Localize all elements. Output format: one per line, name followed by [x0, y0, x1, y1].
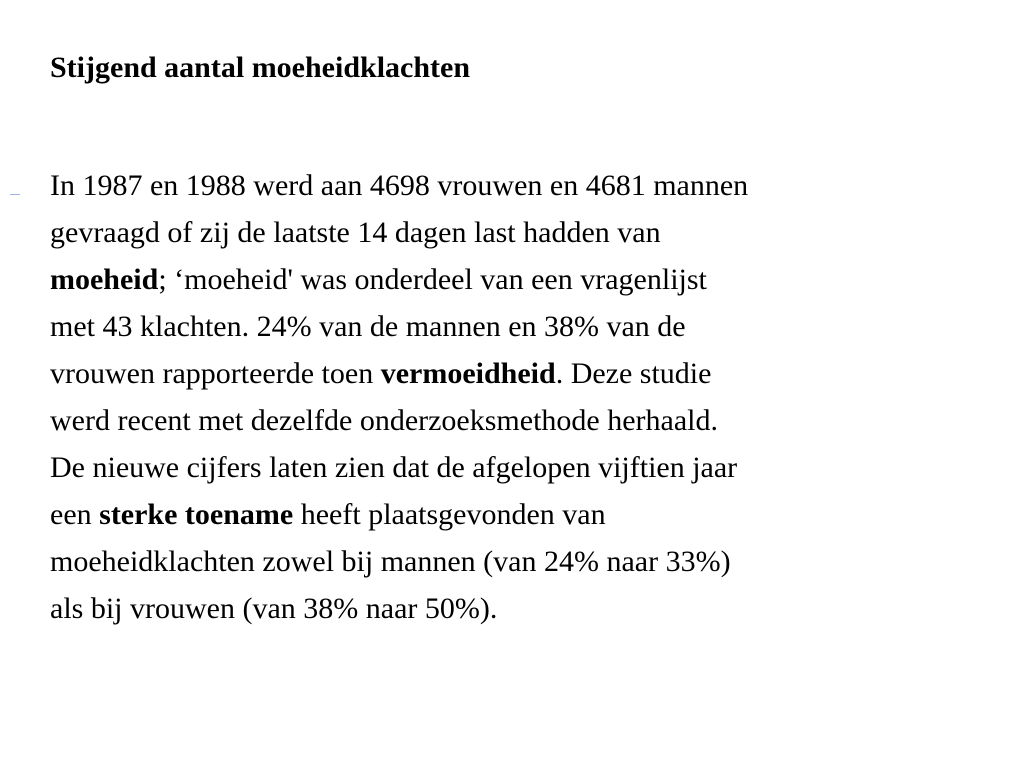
text-segment: als bij vrouwen (van 38% naar 50%).: [50, 592, 498, 625]
text-segment: heeft plaatsgevonden van: [293, 498, 606, 531]
text-segment: ; ‘moeheid' was onderdeel van een vragenlijst: [158, 263, 707, 296]
bullet-marker: [10, 194, 20, 195]
text-line: [50, 209, 1000, 256]
text-line: [50, 444, 1000, 491]
slide-title: Stijgend aantal moeheidklachten: [50, 51, 471, 84]
text-line: [50, 303, 1000, 350]
text-line: [50, 491, 1000, 538]
emphasis-sterke-toename: sterke toename: [99, 498, 294, 531]
text-line: [50, 585, 1000, 632]
text-segment: werd recent met dezelfde onderzoeksmethode herhaald.: [50, 404, 718, 437]
text-line: [50, 162, 1000, 209]
text-segment: gevraagd of zij de laatste 14 dagen last hadden van: [50, 216, 661, 249]
text-segment: moeheidklachten zowel bij mannen (van 24% naar 33%): [50, 545, 731, 578]
text-line: [50, 538, 1000, 585]
text-line: [50, 397, 1000, 444]
text-segment: De nieuwe cijfers laten zien dat de afgelopen vijftien jaar: [50, 451, 738, 484]
text-segment: met 43 klachten. 24% van de mannen en 38% van de: [50, 310, 686, 343]
text-segment: vrouwen rapporteerde toen: [50, 357, 381, 390]
text-segment: een: [50, 498, 100, 531]
body-paragraph: [50, 162, 1000, 632]
text-line: [50, 256, 1000, 303]
emphasis-moeheid: moeheid: [50, 263, 159, 296]
text-segment: In 1987 en 1988 werd aan 4698 vrouwen en 4681 mannen: [50, 169, 749, 202]
text-segment: . Deze studie: [555, 357, 712, 390]
emphasis-vermoeidheid: vermoeidheid: [380, 357, 556, 390]
text-line: [50, 350, 1000, 397]
